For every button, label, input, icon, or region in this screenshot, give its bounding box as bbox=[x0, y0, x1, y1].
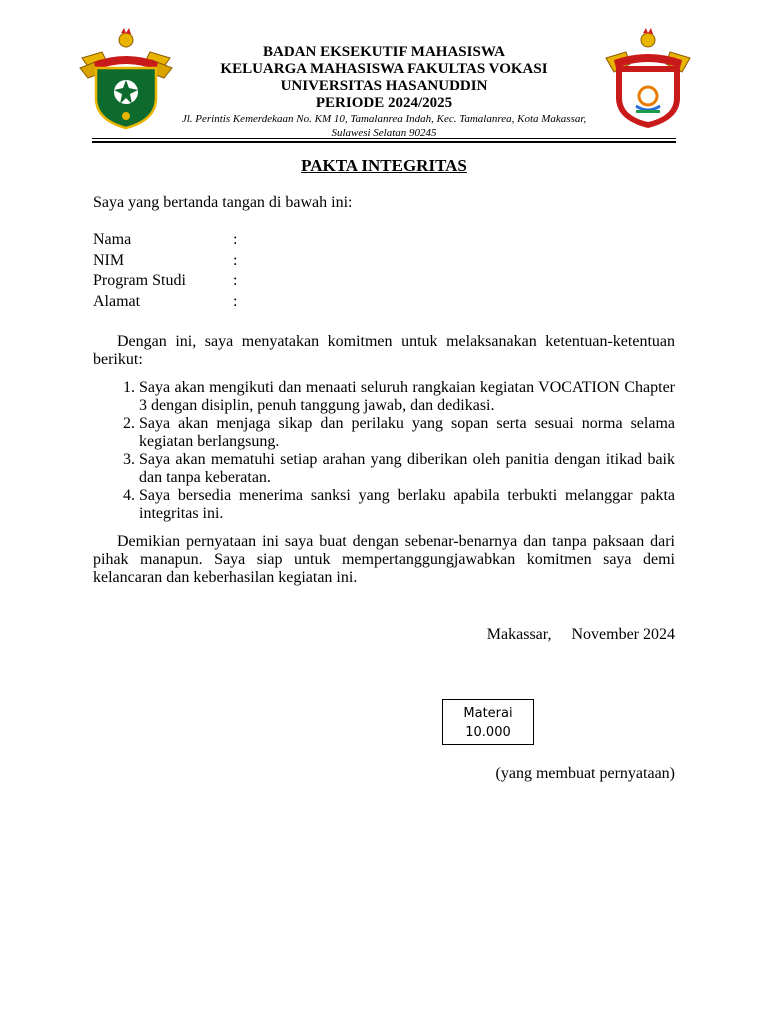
header-rule-thick bbox=[92, 141, 676, 143]
stamp-label: Materai bbox=[463, 706, 513, 721]
list-item: 3. Saya akan mematuhi setiap arahan yang diberikan oleh panitia dengan itikad baik dan tanpa keberatan. bbox=[139, 451, 675, 487]
org-line-3: UNIVERSITAS HASANUDDIN bbox=[280, 78, 488, 94]
field-separator: : bbox=[233, 251, 238, 269]
list-item: 2. Saya akan menjaga sikap dan perilaku yang sopan serta sesuai norma selama kegiatan berlangsung. bbox=[139, 415, 675, 451]
org-line-2: KELUARGA MAHASISWA FAKULTAS VOKASI bbox=[220, 61, 548, 77]
field-label: Nama bbox=[93, 231, 132, 248]
field-separator: : bbox=[233, 292, 238, 310]
org-line-4: PERIODE 2024/2025 bbox=[315, 95, 453, 111]
field-nama bbox=[93, 231, 675, 252]
document-title: PAKTA INTEGRITAS bbox=[301, 156, 467, 175]
field-separator: : bbox=[233, 231, 238, 248]
field-label: NIM bbox=[93, 251, 125, 269]
letterhead bbox=[168, 44, 600, 139]
stamp-duty-box bbox=[442, 699, 534, 745]
list-item: 1. Saya akan mengikuti dan menaati seluruh rangkaian kegiatan VOCATION Chapter 3 dengan disiplin, penuh tanggung jawab, dan dedikasi. bbox=[139, 379, 675, 415]
field-program-studi bbox=[93, 272, 675, 293]
kema-vokasi-crest-logo bbox=[600, 28, 696, 132]
field-label: Alamat bbox=[93, 292, 141, 310]
field-label: Program Studi bbox=[93, 272, 186, 289]
document-body bbox=[93, 194, 675, 587]
unhas-crest-logo bbox=[78, 28, 174, 132]
commitment-list bbox=[93, 379, 675, 523]
field-nim bbox=[93, 252, 675, 273]
signer-caption: (yang membuat pernyataan) bbox=[495, 765, 675, 782]
header-rule-thin bbox=[92, 138, 676, 139]
field-alamat bbox=[93, 293, 675, 314]
intro-text: Saya yang bertanda tangan di bawah ini: bbox=[93, 194, 353, 211]
place-date: Makassar, November 2024 bbox=[486, 626, 675, 643]
field-separator: : bbox=[233, 272, 238, 289]
stamp-value: 10.000 bbox=[465, 725, 511, 740]
list-item: 4. Saya bersedia menerima sanksi yang berlaku apabila terbukti melanggar pakta integritas ini. bbox=[139, 487, 675, 523]
closing-paragraph: Demikian pernyataan ini saya buat dengan sebenar-benarnya dan tanpa paksaan dari pihak manapun. Saya siap untuk mempertanggungjawabkan komitmen saya demi kelancaran dan keberhasilan kegiatan ini. bbox=[93, 533, 675, 586]
address-line-1: Jl. Perintis Kemerdekaan No. KM 10, Tamalanrea Indah, Kec. Tamalanrea, Kota Makassar, bbox=[181, 113, 587, 125]
identity-fields bbox=[93, 231, 675, 313]
org-line-1: BADAN EKSEKUTIF MAHASISWA bbox=[263, 44, 505, 60]
statement-paragraph: Dengan ini, saya menyatakan komitmen untuk melaksanakan ketentuan-ketentuan berikut: bbox=[93, 333, 675, 368]
address-line-2: Sulawesi Selatan 90245 bbox=[331, 126, 437, 139]
